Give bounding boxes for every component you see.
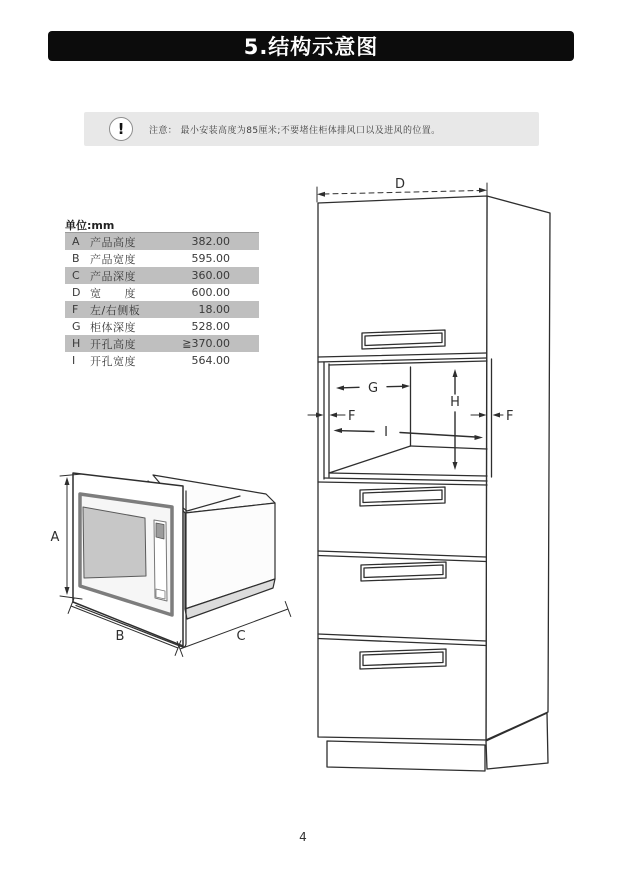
page-number: 4 [299,830,307,844]
microwave-body-side-panel [185,503,275,609]
dimension-h-label: H [450,395,460,410]
microwave-diagram [40,455,300,665]
row-label: 宽 度 [90,286,136,300]
row-letter: G [72,320,81,333]
table-row [65,318,259,335]
table-row [65,250,259,267]
section-title-bar [48,31,574,61]
spec-table [65,232,259,369]
note-box [84,112,539,146]
table-row [65,284,259,301]
row-letter: C [72,269,80,282]
warning-icon-glyph: ! [117,119,125,138]
row-letter: B [72,252,80,265]
dimension-f-right-label: F [506,409,514,424]
row-label: 柜体深度 [90,320,136,334]
dimension-i-label: I [384,425,388,440]
row-letter: H [72,337,81,350]
dimension-d-label: D [394,177,406,192]
row-value: 382.00 [191,235,230,248]
row-label: 产品宽度 [90,252,136,266]
row-value: 595.00 [191,252,230,265]
note-text: 注意： 最小安装高度为85厘米;不要堵住柜体排风口以及进风的位置。 [149,125,441,136]
row-label: 左/右侧板 [90,303,141,317]
cabinet-side-face [486,196,550,740]
table-row [65,335,259,352]
row-label: 开孔宽度 [90,354,136,368]
row-letter: A [72,235,80,248]
row-letter: F [72,303,79,316]
cabinet-plinth-front [327,741,485,771]
microwave-display [156,523,164,539]
row-letter: I [72,354,76,367]
row-value: 18.00 [198,303,230,316]
section-title: 5.结构示意图 [243,35,379,59]
table-row [65,301,259,318]
dimension-b-label: B [115,629,125,644]
dimension-c-label: C [236,629,246,644]
dimension-g-label: G [367,381,379,396]
row-letter: D [72,286,81,299]
microwave-control-button [156,589,165,599]
dimension-f-left-label: F [348,409,356,424]
row-value: 528.00 [191,320,230,333]
row-value: 564.00 [191,354,230,367]
row-label: 开孔高度 [90,337,136,351]
microwave-door-window [83,507,146,578]
unit-label: 单位:mm [65,219,115,232]
table-row [65,267,259,284]
table-row [65,352,259,369]
cabinet-diagram [295,175,615,795]
row-value: 600.00 [191,286,230,299]
warning-icon [109,117,133,141]
row-label: 产品深度 [90,269,136,283]
dimension-a-label: A [50,530,60,545]
row-value: 360.00 [191,269,230,282]
table-row [65,233,259,250]
row-value: ≧370.00 [182,337,230,350]
row-label: 产品高度 [90,235,136,249]
